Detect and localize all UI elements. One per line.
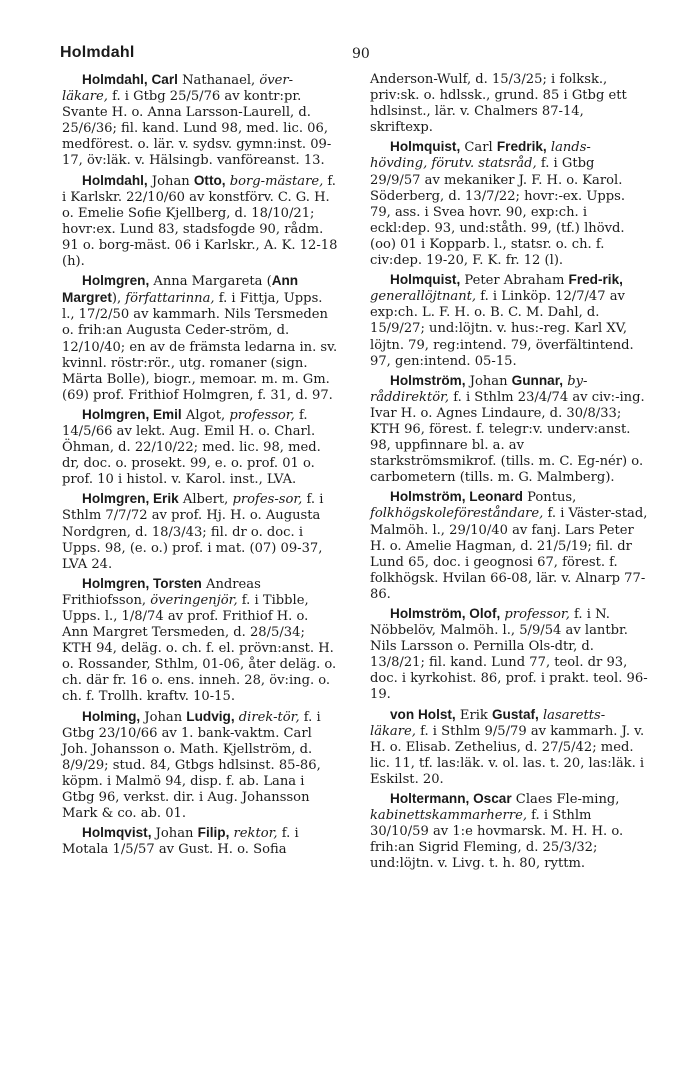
entry-given-names: Peter Abraham [460,273,569,289]
entry-call-name: Fred-rik, [568,272,623,288]
biography-entry [370,373,648,487]
entry-name: von Holst, [390,706,456,722]
entry-occupation: över-läkare, [62,73,294,105]
entry-given-names: ), [111,291,122,307]
biography-entry [62,273,338,404]
entry-name: Holmström, Leonard [390,489,523,505]
entry-text: f. i Sthlm 23/4/74 av civ:-ing. Ivar H. o. Agnes Lindaure, d. 30/8/33; KTH 96, förest. f. telegr:v. underv:anst. 98, uppfinnare bl. a. av starkströmsmikrof. (tills. m. C. Eg-nér) o. carbometern (tills. m. G. Malmberg). [370,389,645,486]
entry-text: f. i Sthlm 7/7/72 av prof. Hj. H. o. Augusta Nordgren, d. 18/3/43; fil. dr o. doc. i Upps. 98, (e. o.) prof. i mat. (07) 09-37, LVA 24. [62,492,324,572]
entry-name: Holmgren, Torsten [82,575,202,591]
entry-given-names: Anna Margareta ( [149,274,272,290]
biography-entry [62,709,338,823]
entry-occupation: rektor, [229,826,278,842]
biography-entry [370,707,648,788]
biography-entry [370,139,648,269]
left-column [62,72,338,861]
entry-given-names: Algot, [181,407,226,423]
entry-given-names: Albert, [178,492,229,508]
biography-entry [62,491,338,572]
biography-entry [62,173,338,271]
biography-entry [62,825,338,858]
entry-occupation: borg-mästare, [225,173,324,189]
entry-given-names: Andreas Frithiofsson, [62,576,261,608]
entry-text: f. i Tibble, Upps. l., 1/8/74 av prof. Frithiof H. o. Ann Margret Tersmeden, d. 28/5/34; KTH 94, deläg. o. ch. f. el. prövn:anst. H. o. Rossander, Sthlm, 01-06, åter deläg. o. ch. där fr. 16 o. ens. inneh. 28, öv:ing. o. ch. f. Trollh. kraftv. 10-15. [62,592,337,705]
entry-text: f. 14/5/66 av lekt. Aug. Emil H. o. Charl. Öhman, d. 22/10/22; med. lic. 98, med. dr, doc. o. prosekt. 99, e. o. prof. 01 o. prof. 10 i histol. v. Karol. inst., LVA. [62,407,321,488]
page-number: 90 [352,46,370,62]
entry-name: Holmgren, Erik [82,491,179,507]
entry-occupation: profes-sor, [228,492,303,508]
biography-entry [370,72,648,136]
entry-name: Holmquist, [390,139,461,155]
entry-occupation: överingenjör, [146,592,238,608]
entry-occupation: direk-tör, [234,709,300,725]
entry-call-name: Ann Margret [62,273,299,306]
entry-text: f. i Fittja, Upps. l., 17/2/50 av kammarh. Nils Tersmeden o. frih:an Augusta Ceder-ström, d. 12/10/40; en av de främsta ledarna in. sv. kvinnl. röstr:rör., utg. romaner (sign. Märta Bolle), biogr., memoar. m. m. Gm. (69) prof. Frithiof Holmgren, f. 31, d. 97. [62,291,338,403]
biography-entry [370,272,648,370]
biography-entry [370,606,648,704]
entry-occupation: författarinna, [121,291,215,307]
entry-name: Holmdahl, Carl [82,72,178,87]
entry-text: f. i Linköp. 12/7/47 av exp:ch. L. F. H. o. B. C. M. Dahl, d. 15/9/27; und:löjtn. v. hus:-reg. Karl XV, löjtn. 79, reg:intend. 79, överfältintend. 97, gen:intend. 05-15. [370,289,634,369]
entry-call-name: Fredrik, [496,139,547,155]
entry-name: Holtermann, Oscar [390,791,512,807]
entry-text: f. i Gtbg 29/9/57 av mekaniker J. F. H. o. Karol. Söderberg, d. 13/7/22; hovr:-ex. Upps. 79, ass. i Svea hovr. 90, exp:ch. i eckl:dep. 93, und:ståth. 99, (tf.) lhövd. (oo) 01 i Kopparb. l., statsr. o. ch. f. civ:dep. 19-20, F. K. fr. 12 (l). [370,156,626,269]
entry-occupation: lasaretts-läkare, [370,707,606,739]
entry-call-name: Ludvig, [186,708,235,724]
entry-text: f. i Motala 1/5/57 av Gust. H. o. Sofia [62,826,299,858]
biography-entry [62,576,338,706]
entry-text: f. i Väster-stad, Malmöh. l., 29/10/40 av fanj. Lars Peter H. o. Amelie Hagman, d. 21/5/19; fil. dr Lund 65, doc. i geognosi 67, förest. f. folkhögsk. Hvilan 66-08, lär. v. Alnarp 77-86. [370,506,648,602]
entry-occupation: kabinettskammarherre, [370,808,527,824]
entry-call-name: Gustaf, [491,706,539,722]
entry-given-names: Claes Fle-ming, [511,792,620,808]
entry-name: Holmquist, [390,272,461,288]
entry-given-names: Johan [147,173,194,189]
right-column [370,72,648,876]
entry-name: Holming, [82,708,141,724]
entry-call-name: Otto, [193,172,226,188]
entry-given-names: Johan [140,709,187,725]
entry-occupation: folkhögskoleföreståndare, [370,506,544,522]
running-head: Holmdahl [60,44,135,61]
entry-text: f. i Karlskr. 22/10/60 av konstförv. C. G. H. o. Emelie Sofie Kjellberg, d. 18/10/21; hovr:ex. Lund 83, stadsfogde 90, rådm. 91 o. borg-mäst. 06 i Karlskr., A. K. 12-18 (h). [62,173,338,270]
entry-occupation: professor, [225,407,295,423]
entry-given-names: Pontus, [522,490,577,506]
entry-occupation: professor, [500,607,570,622]
entry-name: Holmgren, [82,273,150,289]
biography-entry [62,407,338,488]
entry-name: Holmström, [390,372,466,388]
entry-name: Holmqvist, [82,825,152,841]
entry-given-names: Johan [465,373,512,389]
entry-text: Anderson-Wulf, d. 15/3/25; i folksk., priv:sk. o. hdlssk., grund. 85 i Gtbg ett hdlsinst., lär. v. Chalmers 87-14, skriftexp. [370,72,627,136]
entry-given-names: Johan [151,826,198,842]
biography-entry [370,791,648,872]
entry-text: f. i Sthlm 30/10/59 av 1:e hovmarsk. M. H. H. o. frih:an Sigrid Fleming, d. 25/3/32; und:löjtn. v. Livg. t. h. 80, ryttm. [370,808,624,872]
entry-text: f. i Gtbg 23/10/66 av 1. bank-vaktm. Carl Joh. Johansson o. Math. Kjellström, d. 8/9/29; stud. 84, Gtbgs hdlsinst. 85-86, köpm. i Malmö 94, disp. f. ab. Lana i Gtbg 96, verkst. dir. i Aug. Johansson Mark & co. ab. 01. [62,709,321,822]
entry-given-names: Erik [455,707,492,723]
entry-call-name: Gunnar, [511,372,564,388]
entry-text: f. i N. Nöbbelöv, Malmöh. l., 5/9/54 av lantbr. Nils Larsson o. Pernilla Ols-dtr, d. 13/8/21; fil. kand. Lund 77, teol. dr 93, doc. i kyrkohist. 86, prof. i prakt. teol. 96-19. [370,607,648,703]
entry-text: f. i Sthlm 9/5/79 av kammarh. J. v. H. o. Elisab. Zethelius, d. 27/5/42; med. lic. 11, tf. las:läk. v. ol. las. t. 20, las:läk. i Eskilst. 20. [370,723,645,787]
entry-name: Holmgren, Emil [82,406,182,422]
entry-given-names: Carl [460,140,497,156]
entry-occupation: by-råddirektör, [370,373,588,405]
biography-entry [62,72,338,170]
entry-occupation: lands-hövding, förutv. statsråd, [370,140,591,172]
entry-call-name: Filip, [197,825,230,841]
entry-text: f. i Gtbg 25/5/76 av kontr:pr. Svante H. o. Anna Larsson-Laurell, d. 25/6/36; fil. kand. Lund 98, med. lic. 06, medförest. o. lär. v. sydsv. gymn:inst. 09-17, öv:läk. v. Hälsingb. vanföreanst. 13. [62,89,332,169]
entry-name: Holmström, Olof, [390,606,501,621]
entry-given-names: Nathanael, [177,73,256,88]
biography-entry [370,489,648,603]
entry-occupation: generallöjtnant, [370,289,477,305]
entry-name: Holmdahl, [82,172,148,188]
